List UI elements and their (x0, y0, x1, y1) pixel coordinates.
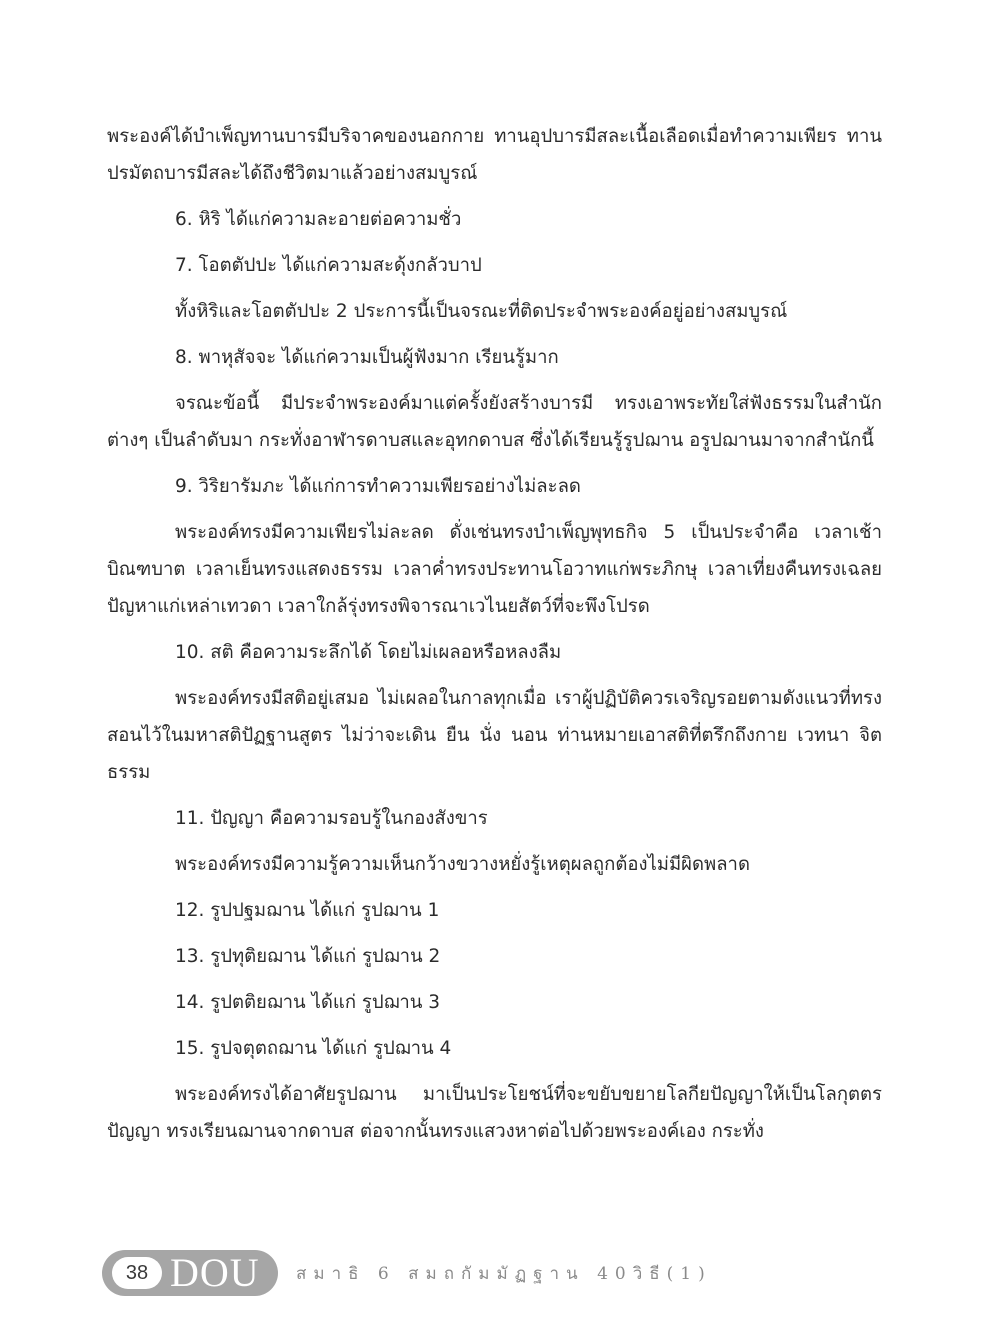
paragraph: 11. ปัญญา คือความรอบรู้ในกองสังขาร (175, 808, 488, 829)
paragraph: พระองค์ได้บำเพ็ญทานบารมีบริจาคของนอกกาย ทานอุปบารมีสละเนื้อเลือดเมื่อทำความเพียร ทานปรมัตถบารมีสละได้ถึงชีวิตมาแล้วอย่างสมบูรณ์ (107, 126, 882, 184)
page-number: 38 (112, 1257, 162, 1289)
paragraph: 6. หิริ ได้แก่ความละอายต่อความชั่ว (175, 209, 462, 230)
paragraph: ทั้งหิริและโอตตัปปะ 2 ประการนี้เป็นจรณะที่ติดประจำพระองค์อยู่อย่างสมบูรณ์ (175, 301, 788, 322)
paragraph: 14. รูปตติยฌาน ได้แก่ รูปฌาน 3 (175, 992, 441, 1013)
paragraph: จรณะข้อนี้ มีประจำพระองค์มาแต่ครั้งยังสร้างบารมี ทรงเอาพระทัยใส่ฟังธรรมในสำนักต่างๆ เป็นลำดับมา กระทั่งอาฬารดาบสและอุทกดาบส ซึ่งได้เรียนรู้รูปฌาน อรูปฌานมาจากสำนักนี้ (107, 393, 882, 451)
paragraph: 10. สติ คือความระลึกได้ โดยไม่เผลอหรือหลงลืม (175, 642, 562, 663)
paragraph: พระองค์ทรงมีสติอยู่เสมอ ไม่เผลอในกาลทุกเมื่อ เราผู้ปฏิบัติควรเจริญรอยตามดังแนวที่ทรงสอนไว้ในมหาสติปัฏฐานสูตร ไม่ว่าจะเดิน ยืน นั่ง นอน ท่านหมายเอาสติที่ตรึกถึงกาย เวทนา จิต ธรรม (107, 688, 882, 783)
page-body (107, 118, 882, 1159)
paragraph: 15. รูปจตุตถฌาน ได้แก่ รูปฌาน 4 (175, 1038, 452, 1059)
page-footer (102, 1250, 712, 1296)
paragraph: 12. รูปปฐมฌาน ได้แก่ รูปฌาน 1 (175, 900, 440, 921)
paragraph: 9. วิริยารัมภะ ได้แก่การทำความเพียรอย่างไม่ละลด (175, 476, 581, 497)
paragraph: 8. พาหุสัจจะ ได้แก่ความเป็นผู้ฟังมาก เรียนรู้มาก (175, 347, 559, 368)
dou-logo: DOU (170, 1250, 260, 1295)
paragraph: พระองค์ทรงมีความเพียรไม่ละลด ดั่งเช่นทรงบำเพ็ญพุทธกิจ 5 เป็นประจำคือ เวลาเช้าบิณฑบาต เวลาเย็นทรงแสดงธรรม เวลาค่ำทรงประทานโอวาทแก่พระภิกษุ เวลาเที่ยงคืนทรงเฉลยปัญหาแก่เหล่าเทวดา เวลาใกล้รุ่งทรงพิจารณาเวไนยสัตว์ที่จะพึงโปรด (107, 522, 882, 617)
footer-badge (102, 1250, 278, 1296)
paragraph: พระองค์ทรงได้อาศัยรูปฌาน มาเป็นประโยชน์ที่จะขยับขยายโลกียปัญญาให้เป็นโลกุตตรปัญญา ทรงเรียนฌานจากดาบส ต่อจากนั้นทรงแสวงหาต่อไปด้วยพระองค์เอง กระทั่ง (107, 1084, 882, 1142)
paragraph: 7. โอตตัปปะ ได้แก่ความสะดุ้งกลัวบาป (175, 255, 482, 276)
paragraph: 13. รูปทุติยฌาน ได้แก่ รูปฌาน 2 (175, 946, 441, 967)
paragraph: พระองค์ทรงมีความรู้ความเห็นกว้างขวางหยั่งรู้เหตุผลถูกต้องไม่มีผิดพลาด (175, 854, 750, 875)
book-title: สมาธิ 6 สมถกัมมัฏฐาน 40วิธี(1) (296, 1263, 712, 1284)
